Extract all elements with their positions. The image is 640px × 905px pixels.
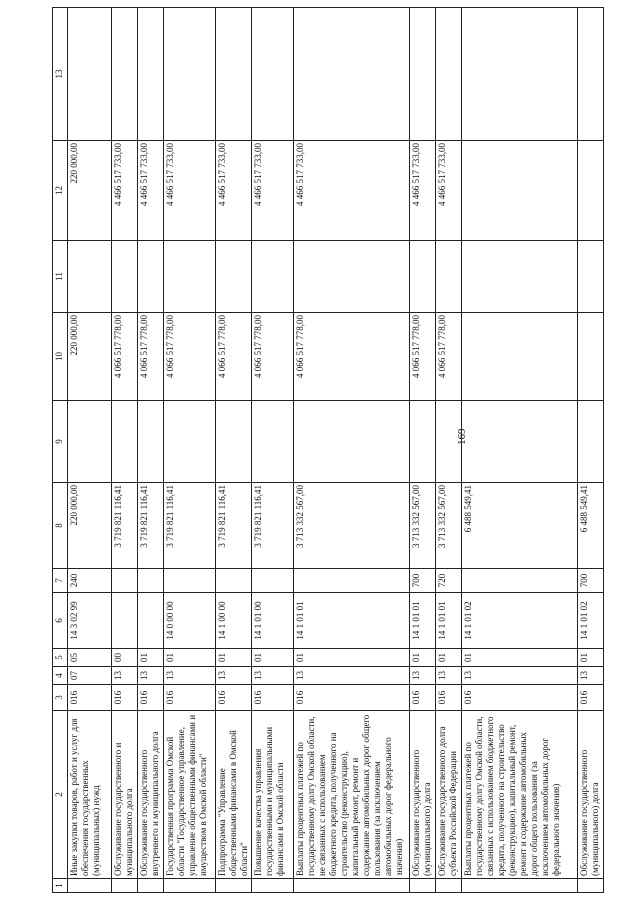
cell-amount: 4 066 517 778,00 bbox=[436, 313, 462, 401]
cell-amount bbox=[578, 241, 604, 313]
cell-amount bbox=[462, 8, 578, 141]
cell-target-article: 14 1 01 01 bbox=[410, 593, 436, 649]
cell-amount: 4 466 517 733,00 bbox=[138, 141, 164, 241]
cell-subsection: 05 bbox=[68, 649, 112, 667]
cell-amount bbox=[164, 241, 216, 313]
cell-amount: 4 066 517 778,00 bbox=[410, 313, 436, 401]
cell-amount bbox=[462, 401, 578, 483]
row-description: Повышение качества управления государственными и муниципальными финансами в Омской области bbox=[252, 711, 294, 879]
table-row bbox=[410, 8, 436, 893]
cell-amount: 6 488 549,41 bbox=[462, 483, 578, 569]
column-header: 8 bbox=[53, 483, 68, 569]
cell-section: 13 bbox=[164, 667, 216, 685]
cell-subsection: 01 bbox=[164, 649, 216, 667]
cell-ministry-code: 016 bbox=[252, 685, 294, 711]
row-description: Обслуживание государственного (муниципального) долга bbox=[410, 711, 436, 879]
cell-expense-type bbox=[294, 569, 410, 593]
row-description: Государственная программа Омской области "Государственное управление, управление общественными финансами и имуществом в Омской области" bbox=[164, 711, 216, 879]
cell-ministry-code: 016 bbox=[462, 685, 578, 711]
cell-amount bbox=[68, 241, 112, 313]
column-header: 13 bbox=[53, 8, 68, 141]
row-description: Выплаты процентных платежей по государственному долгу Омской области, связанных с использованием бюджетного кредита, полученного на строительство (реконструкцию), капитальный ремонт, ремонт и содержание автомобильных дорог общего пользования (за исключением автомобильных дорог федерального значения) bbox=[462, 711, 578, 879]
cell-ministry-code: 016 bbox=[410, 685, 436, 711]
cell-amount bbox=[294, 241, 410, 313]
cell-amount bbox=[138, 241, 164, 313]
cell-target-article: 14 1 00 00 bbox=[216, 593, 252, 649]
cell-amount bbox=[112, 401, 138, 483]
cell-expense-type bbox=[462, 569, 578, 593]
cell-target-article: 14 1 01 02 bbox=[578, 593, 604, 649]
cell-section: 13 bbox=[216, 667, 252, 685]
header-row bbox=[53, 8, 68, 893]
cell-amount: 4 066 517 778,00 bbox=[164, 313, 216, 401]
cell-amount bbox=[112, 8, 138, 141]
column-header: 1 bbox=[53, 879, 68, 893]
cell-amount bbox=[436, 241, 462, 313]
cell-subsection: 01 bbox=[294, 649, 410, 667]
cell-target-article: 14 3 02 99 bbox=[68, 593, 112, 649]
cell-amount: 4 066 517 778,00 bbox=[138, 313, 164, 401]
row-description: Обслуживание государственного долга субъекта Российской Федерации bbox=[436, 711, 462, 879]
cell-amount: 4 066 517 778,00 bbox=[294, 313, 410, 401]
cell-subsection: 01 bbox=[462, 649, 578, 667]
cell-ministry-code: 016 bbox=[436, 685, 462, 711]
cell-amount: 4 466 517 733,00 bbox=[436, 141, 462, 241]
column-header: 6 bbox=[53, 593, 68, 649]
cell-amount: 4 466 517 733,00 bbox=[112, 141, 138, 241]
cell-expense-type bbox=[164, 569, 216, 593]
cell-amount bbox=[164, 401, 216, 483]
cell-section: 07 bbox=[68, 667, 112, 685]
cell-amount bbox=[252, 401, 294, 483]
table-row bbox=[216, 8, 252, 893]
cell-amount bbox=[68, 401, 112, 483]
cell-amount bbox=[462, 141, 578, 241]
cell-amount bbox=[68, 8, 112, 141]
cell-amount: 220 000,00 bbox=[68, 483, 112, 569]
cell-section: 13 bbox=[578, 667, 604, 685]
cell-amount bbox=[294, 401, 410, 483]
row-description: Подпрограмма "Управление общественными финансами в Омской области" bbox=[216, 711, 252, 879]
row-description: Обслуживание государственного и муниципального долга bbox=[112, 711, 138, 879]
column-header: 10 bbox=[53, 313, 68, 401]
cell-amount bbox=[578, 141, 604, 241]
table-row bbox=[294, 8, 410, 893]
cell-section: 13 bbox=[294, 667, 410, 685]
cell-section: 13 bbox=[436, 667, 462, 685]
cell-amount bbox=[138, 401, 164, 483]
cell-amount bbox=[436, 8, 462, 141]
cell-subsection: 01 bbox=[216, 649, 252, 667]
cell-amount: 4 066 517 778,00 bbox=[216, 313, 252, 401]
cell-amount: 3 719 821 116,41 bbox=[252, 483, 294, 569]
cell-subsection: 01 bbox=[410, 649, 436, 667]
cell-target-article bbox=[138, 593, 164, 649]
table-row bbox=[112, 8, 138, 893]
cell-amount: 4 466 517 733,00 bbox=[216, 141, 252, 241]
table-row bbox=[462, 8, 578, 893]
column-header: 2 bbox=[53, 711, 68, 879]
cell-amount bbox=[578, 313, 604, 401]
cell-subsection: 01 bbox=[138, 649, 164, 667]
cell-amount: 4 466 517 733,00 bbox=[164, 141, 216, 241]
table-row bbox=[252, 8, 294, 893]
cell-ministry-code: 016 bbox=[294, 685, 410, 711]
cell-amount: 3 719 821 116,41 bbox=[138, 483, 164, 569]
cell-amount: 4 066 517 778,00 bbox=[112, 313, 138, 401]
cell-amount bbox=[294, 8, 410, 141]
page-number: 169 bbox=[456, 428, 468, 445]
cell-subsection: 01 bbox=[578, 649, 604, 667]
cell-section: 13 bbox=[252, 667, 294, 685]
cell-target-article: 14 1 01 01 bbox=[294, 593, 410, 649]
cell-target-article bbox=[112, 593, 138, 649]
column-header: 11 bbox=[53, 241, 68, 313]
cell-expense-type: 700 bbox=[410, 569, 436, 593]
cell-amount: 4 466 517 733,00 bbox=[294, 141, 410, 241]
cell-amount bbox=[578, 8, 604, 141]
cell-ministry-code: 016 bbox=[68, 685, 112, 711]
cell-section: 13 bbox=[138, 667, 164, 685]
row-description: Обслуживание государственного (муниципального) долга bbox=[578, 711, 604, 879]
cell-amount: 3 719 821 116,41 bbox=[112, 483, 138, 569]
cell-ministry-code: 016 bbox=[578, 685, 604, 711]
cell-expense-type bbox=[216, 569, 252, 593]
cell-section: 13 bbox=[112, 667, 138, 685]
cell-expense-type: 720 bbox=[436, 569, 462, 593]
cell-expense-type: 240 bbox=[68, 569, 112, 593]
cell-amount bbox=[216, 401, 252, 483]
cell-amount bbox=[252, 241, 294, 313]
table-row bbox=[164, 8, 216, 893]
cell-expense-type bbox=[112, 569, 138, 593]
cell-amount: 220 000,00 bbox=[68, 141, 112, 241]
cell-amount bbox=[410, 401, 436, 483]
cell-amount bbox=[578, 401, 604, 483]
cell-amount bbox=[410, 241, 436, 313]
cell-expense-type: 700 bbox=[578, 569, 604, 593]
cell-subsection: 00 bbox=[112, 649, 138, 667]
column-header: 3 bbox=[53, 685, 68, 711]
cell-ministry-code: 016 bbox=[164, 685, 216, 711]
cell-amount bbox=[462, 241, 578, 313]
cell-subsection: 01 bbox=[436, 649, 462, 667]
cell-amount: 3 713 332 567,00 bbox=[294, 483, 410, 569]
budget-table bbox=[52, 7, 604, 893]
cell-amount: 4 466 517 733,00 bbox=[252, 141, 294, 241]
cell-amount: 3 713 332 567,00 bbox=[436, 483, 462, 569]
row-description: Иные закупки товаров, работ и услуг для обеспечения государственных (муниципальных) нужд bbox=[68, 711, 112, 879]
column-header: 9 bbox=[53, 401, 68, 483]
budget-table-sheet bbox=[52, 8, 639, 893]
column-header: 4 bbox=[53, 667, 68, 685]
cell-amount: 3 713 332 567,00 bbox=[410, 483, 436, 569]
row-description: Обслуживание государственного внутреннего и муниципального долга bbox=[138, 711, 164, 879]
cell-amount: 6 488 549,41 bbox=[578, 483, 604, 569]
column-header: 12 bbox=[53, 141, 68, 241]
cell-amount bbox=[216, 241, 252, 313]
table-row bbox=[436, 8, 462, 893]
cell-amount: 220 000,00 bbox=[68, 313, 112, 401]
cell-amount bbox=[112, 241, 138, 313]
column-header: 7 bbox=[53, 569, 68, 593]
cell-amount: 4 466 517 733,00 bbox=[410, 141, 436, 241]
cell-section: 13 bbox=[462, 667, 578, 685]
table-row bbox=[68, 8, 112, 893]
cell-target-article: 14 1 01 02 bbox=[462, 593, 578, 649]
cell-amount: 4 066 517 778,00 bbox=[252, 313, 294, 401]
cell-amount bbox=[138, 8, 164, 141]
cell-subsection: 01 bbox=[252, 649, 294, 667]
cell-amount: 3 719 821 116,41 bbox=[216, 483, 252, 569]
cell-section: 13 bbox=[410, 667, 436, 685]
cell-amount: 3 719 821 116,41 bbox=[164, 483, 216, 569]
cell-amount bbox=[462, 313, 578, 401]
cell-target-article: 14 1 01 01 bbox=[436, 593, 462, 649]
cell-expense-type bbox=[138, 569, 164, 593]
row-description: Выплаты процентных платежей по государственному долгу Омской области, не связанных с использованием бюджетного кредита, полученного на строительство (реконструкцию), капитальный ремонт, ремонт и содержание автомобильных дорог общего пользования (за исключением автомобильных дорог федерального значения) bbox=[294, 711, 410, 879]
cell-amount bbox=[164, 8, 216, 141]
cell-amount bbox=[410, 8, 436, 141]
cell-ministry-code: 016 bbox=[138, 685, 164, 711]
cell-target-article: 14 0 00 00 bbox=[164, 593, 216, 649]
cell-target-article: 14 1 01 00 bbox=[252, 593, 294, 649]
cell-expense-type bbox=[252, 569, 294, 593]
column-header: 5 bbox=[53, 649, 68, 667]
table-row bbox=[578, 8, 604, 893]
cell-amount bbox=[436, 401, 462, 483]
cell-ministry-code: 016 bbox=[112, 685, 138, 711]
cell-ministry-code: 016 bbox=[216, 685, 252, 711]
cell-amount bbox=[216, 8, 252, 141]
table-row bbox=[138, 8, 164, 893]
cell-amount bbox=[252, 8, 294, 141]
